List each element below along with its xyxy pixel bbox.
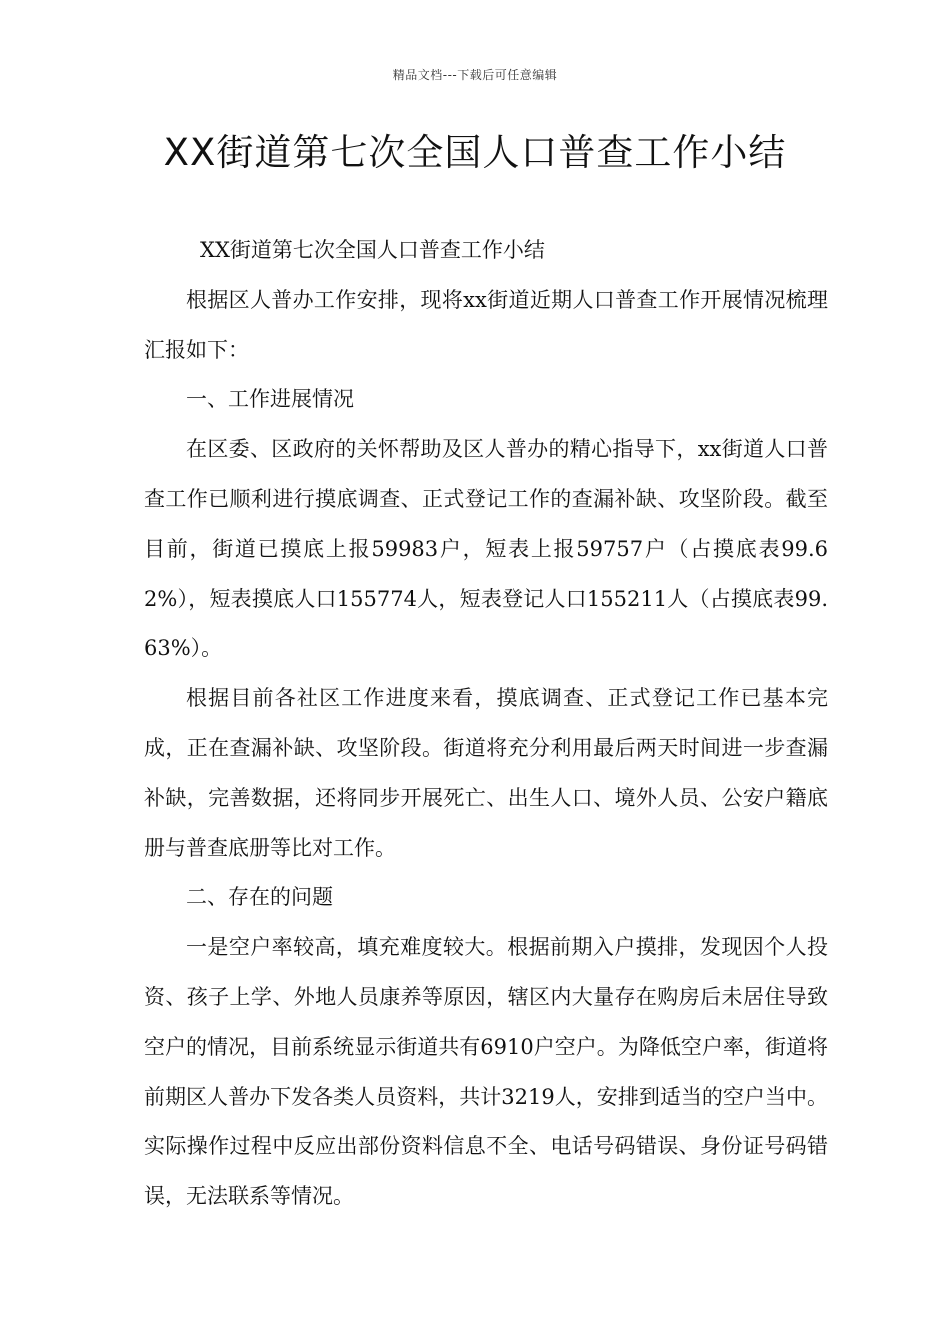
document-body	[144, 226, 828, 1222]
progress-plan-paragraph: 根据目前各社区工作进度来看，摸底调查、正式登记工作已基本完成，正在查漏补缺、攻坚阶段。街道将充分利用最后两天时间进一步查漏补缺，完善数据，还将同步开展死亡、出生人口、境外人员、公安户籍底册与普查底册等比对工作。	[144, 686, 828, 860]
body-subtitle: XX街道第七次全国人口普查工作小结	[200, 238, 545, 262]
document-title: XX街道第七次全国人口普查工作小结	[163, 131, 787, 174]
intro-paragraph: 根据区人普办工作安排，现将xx街道近期人口普查工作开展情况梳理汇报如下：	[144, 287, 828, 362]
header-note: 精品文档---下载后可任意编辑	[392, 68, 558, 82]
section-heading-problems: 二、存在的问题	[186, 885, 333, 910]
section-heading-progress: 一、工作进展情况	[186, 387, 354, 412]
problem-paragraph-1: 一是空户率较高，填充难度较大。根据前期入户摸排，发现因个人投资、孩子上学、外地人员康养等原因，辖区内大量存在购房后未居住导致空户的情况，目前系统显示街道共有6910户空户。为降低空户率，街道将前期区人普办下发各类人员资料，共计3219人，安排到适当的空户当中。实际操作过程中反应出部份资料信息不全、电话号码错误、身份证号码错误，无法联系等情况。	[144, 935, 828, 1209]
progress-paragraph: 在区委、区政府的关怀帮助及区人普办的精心指导下，xx街道人口普查工作已顺利进行摸底调查、正式登记工作的查漏补缺、攻坚阶段。截至目前，街道已摸底上报59983户，短表上报59757户（占摸底表99.62%），短表摸底人口155774人，短表登记人口155211人（占摸底表99.63%）。	[144, 437, 828, 661]
